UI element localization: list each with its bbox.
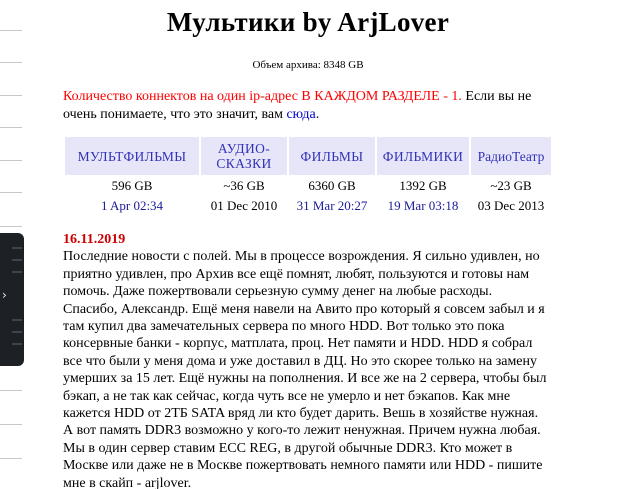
- section-size: 1392 GB: [399, 178, 447, 193]
- main-content: [63, 0, 553, 489]
- notice-tail: .: [315, 107, 320, 122]
- notice-link[interactable]: сюда: [286, 107, 316, 122]
- page-title: Мультики by ArjLover: [166, 7, 450, 37]
- notice-text: Если вы не очень понимаете, что это значит, вам: [63, 89, 532, 122]
- sections-size-row: [65, 177, 551, 195]
- sections-updated-row: [65, 197, 551, 215]
- section-updated: 01 Dec 2010: [210, 198, 278, 213]
- section-tab-audioskazki[interactable]: АУДИО-СКАЗКИ: [201, 137, 287, 175]
- news-text: Последние новости с полей. Мы в процессе возрождения. Я сильно удивлен, но приятно удивлен, про Архив все ещё помнят, любят, пользуются и готовы нам помочь. Даже пожертвовали серьезную сумму денег на любые расходы. Спасибо, Александр. Ещё меня навели на Авито про который я совсем забыл и я там купил два замечательных сервера по много HDD. Вот только это пока консервные банки - корпус, матплата, проц. Нет памяти и HDD. HDD я собрал все что были у меня дома и уже доставил в ДЦ. Но это скорее только на замену умерших за 15 лет. Ещё нужны на пополнения. И все же на 2 сервера, чтобы был бэкап, а не так как сейчас, когда чуть все не умерло и нет бэкапов. Как мне кажется HDD от 2ТБ SATA вряд ли кто будет дарить. Вешь в хозяйстве нужная. А вот память DDR3 возможно у кого-то лежит ненужная. Причем нужна любая. Мы в один сервер ставим ECC REG, в другой обычные DDR3. Кто может в Москве или даже не в Москве пожертвовать немного памяти или HDD - пишите мне в скайп - arjlover.: [63, 249, 547, 489]
- section-size: 596 GB: [111, 178, 153, 193]
- section-size: ~23 GB: [490, 178, 532, 193]
- section-updated: 31 Mar 20:27: [296, 198, 368, 213]
- sections-table: [63, 135, 553, 217]
- section-tab-filmiki[interactable]: ФИЛЬМИКИ: [377, 137, 469, 175]
- notice-warning: Количество коннектов на один ip-адрес В КАЖДОМ РАЗДЕЛЕ - 1.: [63, 89, 462, 104]
- archive-size: Объем архива: 8348 GB: [252, 59, 364, 71]
- section-updated: 03 Dec 2013: [477, 198, 545, 213]
- connection-notice: [63, 88, 553, 124]
- news-block: [63, 231, 549, 489]
- section-updated: 19 Mar 03:18: [387, 198, 459, 213]
- arrow-icon: ›: [2, 288, 7, 302]
- sections-header-row: [65, 137, 551, 175]
- news-date: 16.11.2019: [63, 232, 126, 247]
- section-tab-filmy[interactable]: ФИЛЬМЫ: [289, 137, 375, 175]
- section-size: 6360 GB: [308, 178, 356, 193]
- section-tab-radioteatr[interactable]: РадиоТеатр: [471, 137, 551, 175]
- section-tab-multfilmy[interactable]: МУЛЬТФИЛЬМЫ: [65, 137, 199, 175]
- section-updated: 1 Apr 02:34: [100, 198, 164, 213]
- side-thumbnail-image[interactable]: [0, 233, 24, 366]
- section-size: ~36 GB: [223, 178, 265, 193]
